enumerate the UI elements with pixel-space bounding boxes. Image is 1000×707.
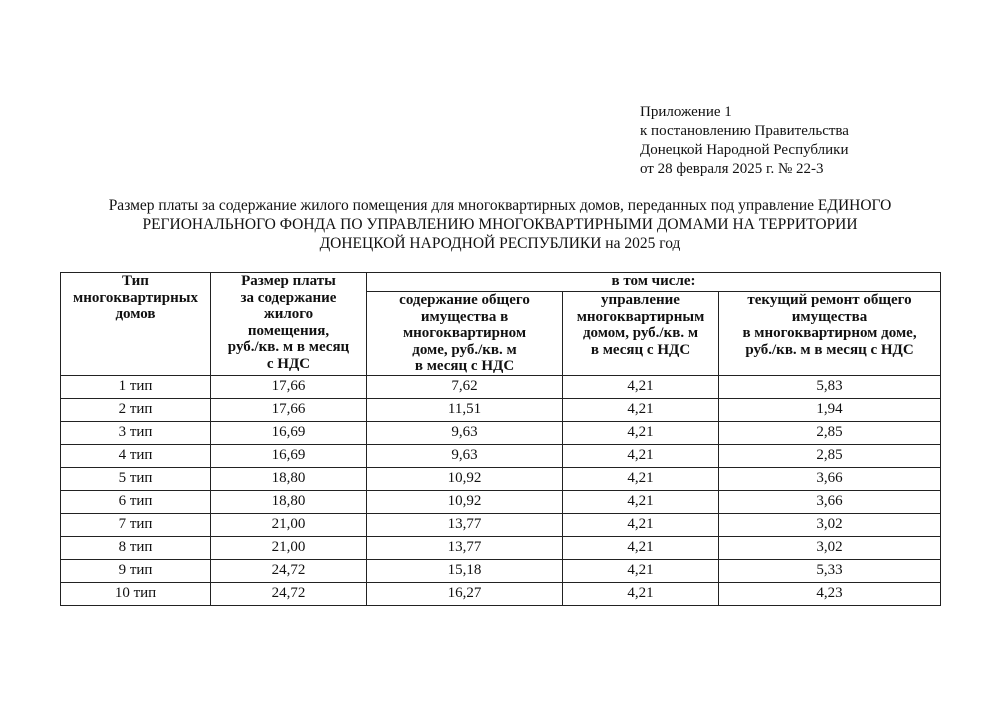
- cell-fee: 17,66: [211, 398, 367, 421]
- appendix-line-3: Донецкой Народной Республики: [640, 142, 849, 158]
- cell-type: 2 тип: [61, 398, 211, 421]
- table-row: [61, 444, 941, 467]
- cell-management: 4,21: [563, 582, 719, 605]
- appendix-line-1: Приложение 1: [640, 104, 732, 120]
- table-row: [61, 536, 941, 559]
- appendix-line-2: к постановлению Правительства: [640, 123, 849, 139]
- fee-table-body: [61, 375, 941, 605]
- header-fee: Размер платы за содержание жилого помещения, руб./кв. м в месяц с НДС: [211, 273, 367, 376]
- fee-table: [60, 272, 941, 606]
- cell-fee: 21,00: [211, 513, 367, 536]
- cell-maintenance: 10,92: [367, 467, 563, 490]
- cell-maintenance: 9,63: [367, 421, 563, 444]
- cell-type: 4 тип: [61, 444, 211, 467]
- cell-type: 3 тип: [61, 421, 211, 444]
- table-row: [61, 375, 941, 398]
- cell-maintenance: 15,18: [367, 559, 563, 582]
- cell-repair: 5,33: [719, 559, 941, 582]
- cell-type: 6 тип: [61, 490, 211, 513]
- cell-management: 4,21: [563, 444, 719, 467]
- cell-repair: 1,94: [719, 398, 941, 421]
- cell-maintenance: 13,77: [367, 536, 563, 559]
- cell-fee: 24,72: [211, 559, 367, 582]
- cell-management: 4,21: [563, 513, 719, 536]
- table-row: [61, 467, 941, 490]
- cell-fee: 21,00: [211, 536, 367, 559]
- header-maintenance: содержание общего имущества в многоквартирном доме, руб./кв. м в месяц с НДС: [367, 292, 563, 376]
- title-line-2: РЕГИОНАЛЬНОГО ФОНДА ПО УПРАВЛЕНИЮ МНОГОКВАРТИРНЫМИ ДОМАМИ НА ТЕРРИТОРИИ: [142, 216, 858, 233]
- fee-table-header: [61, 273, 941, 376]
- header-repair: текущий ремонт общего имущества в многоквартирном доме, руб./кв. м в месяц с НДС: [719, 292, 941, 376]
- header-including: в том числе:: [367, 273, 941, 292]
- header-type: Тип многоквартирных домов: [61, 273, 211, 376]
- cell-repair: 3,66: [719, 490, 941, 513]
- cell-type: 9 тип: [61, 559, 211, 582]
- title-line-1: Размер платы за содержание жилого помещения для многоквартирных домов, переданных под управление ЕДИНОГО: [108, 197, 892, 214]
- appendix-line-4: от 28 февраля 2025 г. № 22-3: [640, 161, 824, 177]
- cell-maintenance: 11,51: [367, 398, 563, 421]
- table-row: [61, 490, 941, 513]
- cell-repair: 2,85: [719, 444, 941, 467]
- cell-management: 4,21: [563, 398, 719, 421]
- cell-repair: 4,23: [719, 582, 941, 605]
- cell-management: 4,21: [563, 467, 719, 490]
- table-row: [61, 398, 941, 421]
- cell-management: 4,21: [563, 375, 719, 398]
- cell-fee: 17,66: [211, 375, 367, 398]
- cell-maintenance: 10,92: [367, 490, 563, 513]
- cell-fee: 16,69: [211, 444, 367, 467]
- table-row: [61, 513, 941, 536]
- cell-management: 4,21: [563, 490, 719, 513]
- cell-repair: 3,02: [719, 513, 941, 536]
- cell-management: 4,21: [563, 559, 719, 582]
- title-line-3: ДОНЕЦКОЙ НАРОДНОЙ РЕСПУБЛИКИ на 2025 год: [319, 235, 681, 252]
- cell-fee: 18,80: [211, 467, 367, 490]
- cell-repair: 5,83: [719, 375, 941, 398]
- cell-fee: 24,72: [211, 582, 367, 605]
- table-row: [61, 582, 941, 605]
- cell-type: 10 тип: [61, 582, 211, 605]
- cell-repair: 3,02: [719, 536, 941, 559]
- appendix-block: [640, 103, 849, 179]
- table-row: [61, 421, 941, 444]
- cell-fee: 18,80: [211, 490, 367, 513]
- cell-repair: 3,66: [719, 467, 941, 490]
- table-row: [61, 559, 941, 582]
- cell-repair: 2,85: [719, 421, 941, 444]
- cell-type: 8 тип: [61, 536, 211, 559]
- header-management: управление многоквартирным домом, руб./кв. м в месяц с НДС: [563, 292, 719, 376]
- cell-maintenance: 9,63: [367, 444, 563, 467]
- cell-type: 1 тип: [61, 375, 211, 398]
- cell-type: 7 тип: [61, 513, 211, 536]
- cell-management: 4,21: [563, 421, 719, 444]
- cell-fee: 16,69: [211, 421, 367, 444]
- cell-maintenance: 13,77: [367, 513, 563, 536]
- cell-maintenance: 16,27: [367, 582, 563, 605]
- document-title: [60, 196, 940, 253]
- cell-management: 4,21: [563, 536, 719, 559]
- cell-type: 5 тип: [61, 467, 211, 490]
- cell-maintenance: 7,62: [367, 375, 563, 398]
